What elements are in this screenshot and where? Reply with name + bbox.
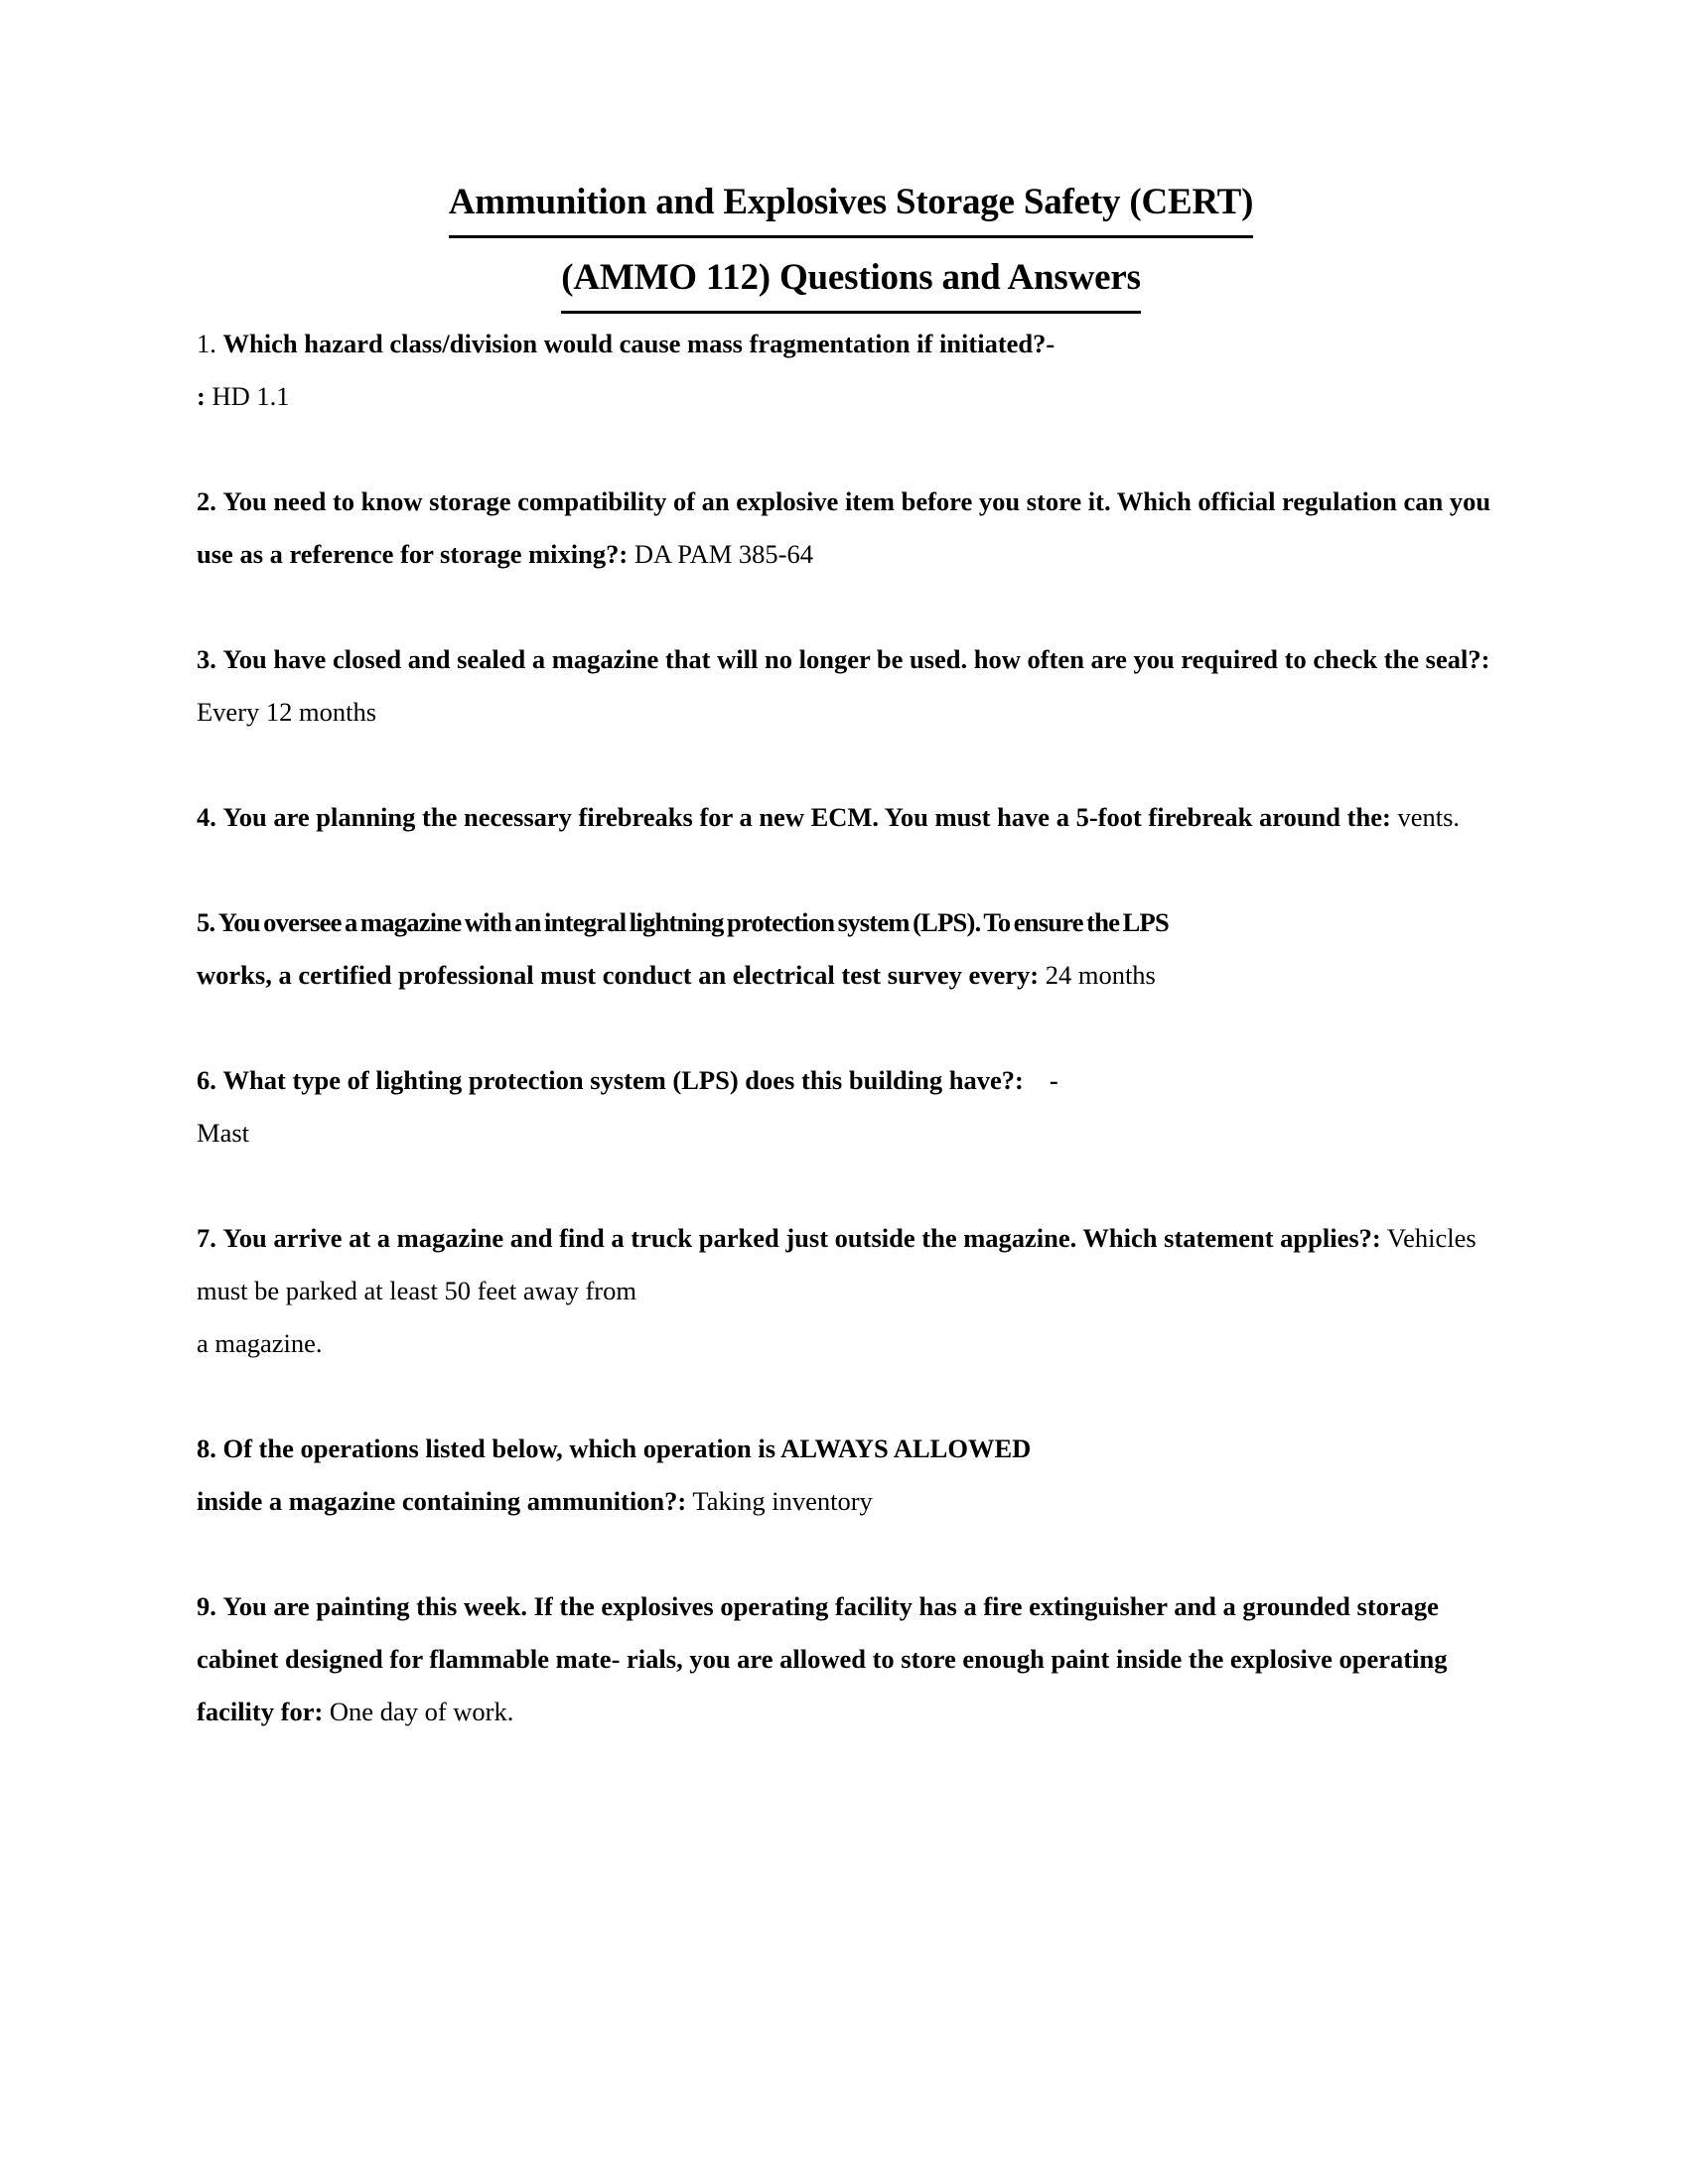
qa-dash-6: - — [1049, 1065, 1058, 1095]
qa-number-1: 1. — [197, 329, 216, 358]
qa-item-8 — [197, 1423, 1505, 1528]
page-title — [197, 171, 1505, 314]
qa-number-4: 4. — [197, 802, 216, 832]
qa-answer-2: DA PAM 385-64 — [633, 539, 813, 569]
qa-answer-7-line-1: Vehicles must be parked at least 50 feet away from — [197, 1223, 1477, 1305]
qa-number-2: 2. — [197, 486, 216, 516]
qa-answer-8: Taking inventory — [692, 1486, 873, 1516]
qa-answer-4: vents. — [1397, 802, 1461, 832]
qa-question-3: You have closed and sealed a magazine that will no longer be used. how often are you required to check the seal?: — [222, 644, 1490, 674]
qa-item-7 — [197, 1212, 1505, 1370]
qa-number-8: 8. — [197, 1433, 216, 1463]
qa-number-5: 5. — [197, 907, 215, 937]
qa-answer-5: 24 months — [1045, 960, 1156, 990]
page-title-line-1-text: Ammunition and Explosives Storage Safety (CERT) — [449, 171, 1254, 238]
qa-item-9 — [197, 1580, 1505, 1738]
qa-number-7: 7. — [197, 1223, 216, 1253]
document-content — [197, 171, 1505, 1738]
qa-question-4: You are planning the necessary firebreaks for a new ECM. You must have a 5-foot firebreak around the: — [222, 802, 1391, 832]
qa-number-9: 9. — [197, 1591, 216, 1621]
qa-question-7: You arrive at a magazine and find a truck parked just outside the magazine. Which statement applies?: — [222, 1223, 1381, 1253]
qa-question-1: Which hazard class/division would cause mass fragmentation if initiated?- — [222, 329, 1055, 358]
qa-question-2: You need to know storage compatibility of an explosive item before you store it. Which official regulation can you use as a reference for storage mixing?: — [197, 486, 1491, 569]
qa-question-5-line-2: works, a certified professional must conduct an electrical test survey every: — [197, 960, 1040, 990]
qa-answer-3: Every 12 months — [197, 697, 377, 727]
qa-answer-7-line-2: a magazine. — [197, 1328, 323, 1358]
qa-question-8-line-2-wrap — [197, 1475, 1505, 1528]
page-title-line-2 — [197, 246, 1505, 314]
qa-answer-9: One day of work. — [329, 1697, 514, 1726]
page-title-line-2-text: (AMMO 112) Questions and Answers — [561, 246, 1141, 314]
qa-item-1 — [197, 318, 1505, 423]
qa-number-3: 3. — [197, 644, 216, 674]
qa-answer-6: Mast — [197, 1118, 249, 1148]
qa-question-5-line-1-wrap — [197, 896, 1505, 949]
qa-answer-1: HD 1.1 — [211, 381, 290, 411]
qa-item-6 — [197, 1054, 1505, 1160]
qa-item-2 — [197, 476, 1505, 581]
qa-question-8-line-1-wrap — [197, 1423, 1505, 1475]
qa-answer-1-line — [197, 370, 1505, 423]
qa-item-4 — [197, 791, 1505, 844]
qa-question-5-line-2-wrap — [197, 949, 1505, 1002]
qa-question-9: You are painting this week. If the explosives operating facility has a fire extinguisher and a grounded storage cabinet designed for flammable mate- rials, you are allowed to store enough paint inside the explosive operating facility for: — [197, 1591, 1448, 1726]
qa-item-3 — [197, 633, 1505, 739]
qa-number-6: 6. — [197, 1065, 216, 1095]
qa-question-8-line-1: Of the operations listed below, which operation is ALWAYS ALLOWED — [222, 1433, 1032, 1463]
qa-question-6: What type of lighting protection system (LPS) does this building have?: — [222, 1065, 1024, 1095]
qa-item-5 — [197, 896, 1505, 1002]
qa-question-6-line-wrap — [197, 1054, 1505, 1107]
qa-question-5-line-1: You oversee a magazine with an integral lightning protection system (LPS). To ensure the LPS — [217, 907, 1169, 937]
qa-question-8-line-2: inside a magazine containing ammunition?: — [197, 1486, 687, 1516]
page-title-line-1 — [197, 171, 1505, 238]
qa-answer-prefix-1: : — [197, 381, 206, 411]
